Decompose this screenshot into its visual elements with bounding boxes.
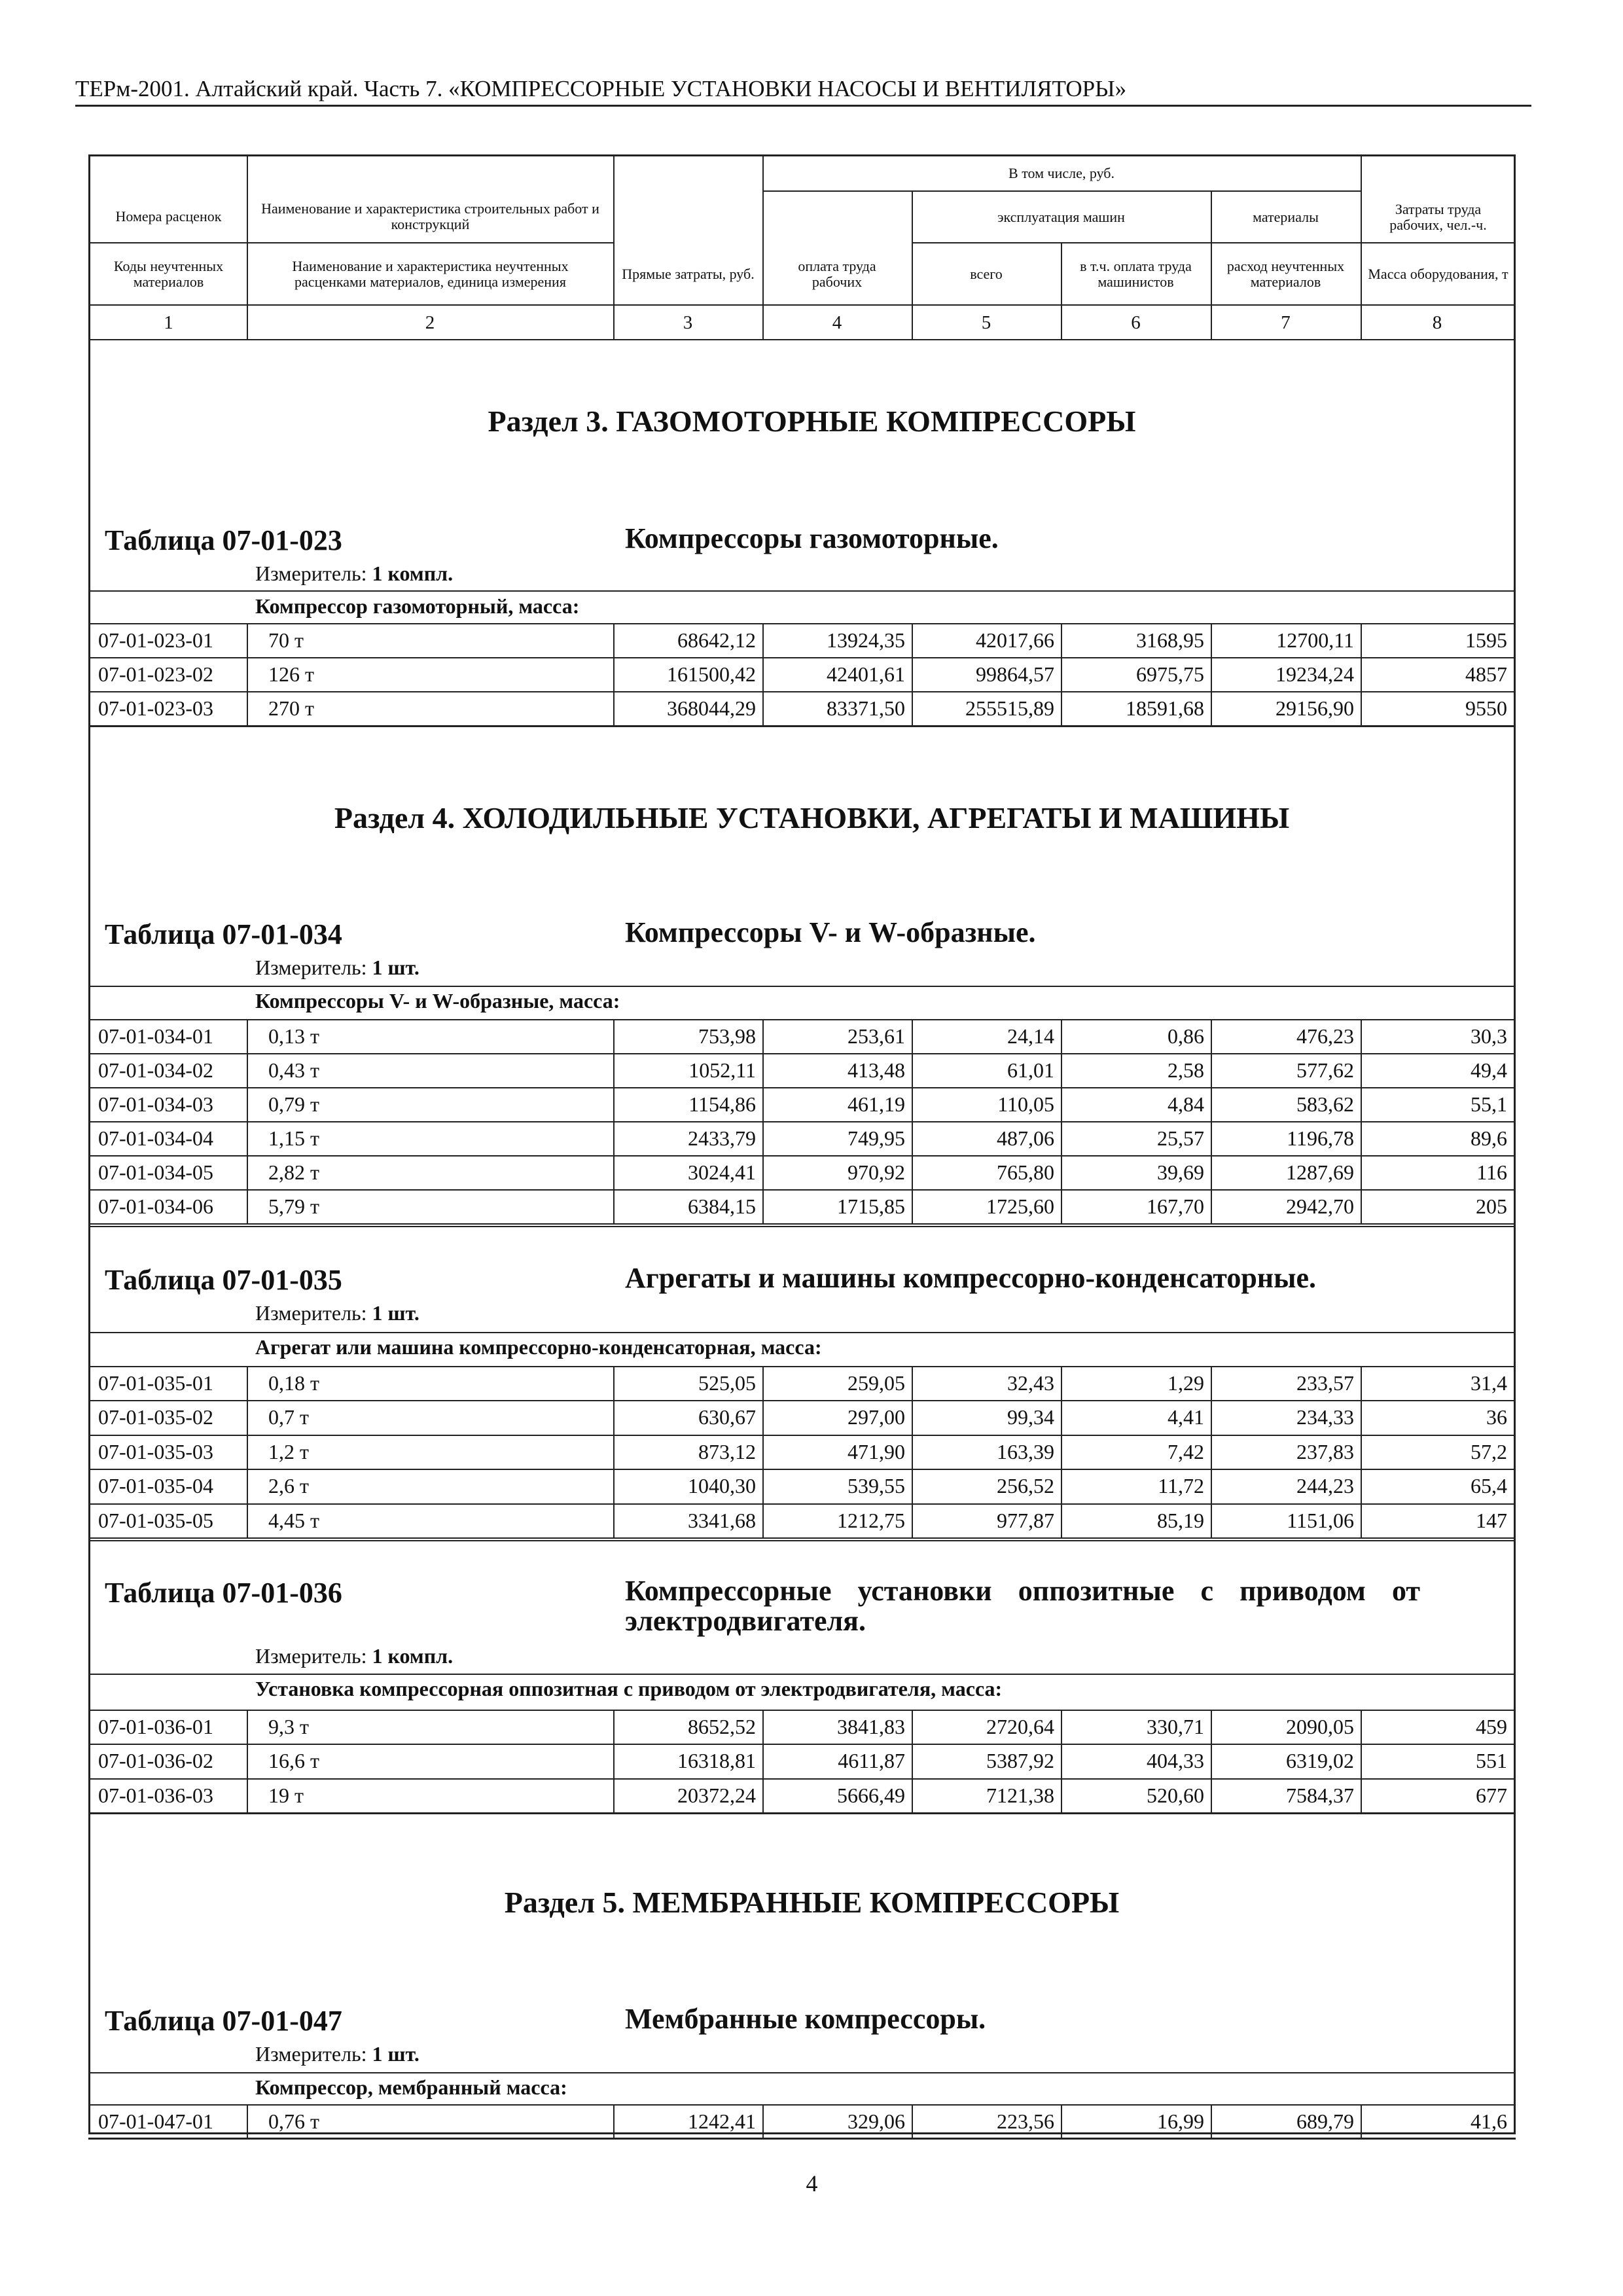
table-number: Таблица 07-01-036	[105, 1577, 342, 1609]
cost-value: 7,42	[1168, 1440, 1204, 1463]
cost-value: 539,55	[847, 1474, 905, 1498]
col-number: 5	[981, 312, 991, 333]
band-bottom-rule	[88, 1540, 1516, 1541]
cost-value: 2942,70	[1286, 1194, 1354, 1218]
cost-value: 873,12	[698, 1440, 756, 1463]
cost-value: 99864,57	[976, 662, 1054, 686]
cost-value: 253,61	[847, 1024, 905, 1048]
header-col6: в т.ч. оплата труда машинистов	[1080, 257, 1192, 290]
cost-value: 7121,38	[986, 1784, 1054, 1807]
cost-value: 1242,41	[688, 2109, 756, 2133]
header-col8-top: Затраты труда рабочих, чел.-ч.	[1389, 200, 1487, 233]
cost-value: 2090,05	[1286, 1715, 1354, 1738]
cost-value: 4857	[1465, 662, 1507, 686]
table-name: Компрессорные установки оппозитные с приводом от электродвигателя.	[625, 1575, 1420, 1637]
cost-value: 223,56	[997, 2109, 1054, 2133]
cost-value: 2433,79	[688, 1126, 756, 1150]
header-rule-bottom	[88, 339, 1516, 340]
rate-code: 07-01-036-01	[98, 1715, 213, 1738]
header-col7: расход неучтенных материалов	[1226, 257, 1345, 290]
rate-code: 07-01-034-05	[98, 1160, 213, 1184]
table-number: Таблица 07-01-034	[105, 918, 342, 950]
column-rule	[1361, 1366, 1362, 1537]
measure-unit: 1 компл.	[372, 562, 454, 585]
column-rule	[247, 1366, 248, 1537]
cost-value: 297,00	[847, 1405, 905, 1429]
cost-value: 1151,06	[1287, 1509, 1354, 1532]
cost-value: 19234,24	[1275, 662, 1354, 686]
cost-value: 3341,68	[688, 1509, 756, 1532]
column-rule	[247, 2104, 248, 2138]
cost-value: 4611,87	[838, 1749, 905, 1772]
cost-value: 677	[1476, 1784, 1507, 1807]
cost-value: 12700,11	[1276, 628, 1354, 652]
col-number: 1	[164, 312, 173, 333]
mass-value: 0,43 т	[268, 1058, 319, 1082]
measure-unit: 1 шт.	[372, 956, 419, 979]
cost-value: 753,98	[698, 1024, 756, 1048]
cost-value: 233,57	[1296, 1371, 1354, 1395]
cost-value: 11,72	[1158, 1474, 1204, 1498]
table-measure	[255, 1644, 453, 1668]
cost-value: 8652,52	[688, 1715, 756, 1738]
cost-value: 7584,37	[1286, 1784, 1354, 1807]
rate-code: 07-01-023-01	[98, 628, 213, 652]
cost-value: 32,43	[1007, 1371, 1054, 1395]
rate-code: 07-01-035-02	[98, 1405, 213, 1429]
mass-value: 0,79 т	[268, 1092, 319, 1116]
section-title: Раздел 4. ХОЛОДИЛЬНЫЕ УСТАНОВКИ, АГРЕГАТЫ И МАШИНЫ	[334, 801, 1290, 834]
cost-value: 329,06	[847, 2109, 905, 2133]
cost-value: 3841,83	[837, 1715, 905, 1738]
cost-value: 68642,12	[677, 628, 756, 652]
rate-code: 07-01-035-01	[98, 1371, 213, 1395]
rate-code: 07-01-035-04	[98, 1474, 213, 1498]
rate-code: 07-01-034-01	[98, 1024, 213, 1048]
table-number: Таблица 07-01-035	[105, 1264, 342, 1296]
cost-value: 29156,90	[1275, 696, 1354, 720]
table-number: Таблица 07-01-047	[105, 2005, 342, 2037]
row-rule	[88, 1223, 1516, 1225]
mass-value: 0,13 т	[268, 1024, 319, 1048]
header-rule	[75, 105, 1531, 107]
cost-value: 30,3	[1471, 1024, 1507, 1048]
cost-value: 487,06	[997, 1126, 1054, 1150]
mass-value: 4,45 т	[268, 1509, 319, 1532]
cost-value: 16,99	[1157, 2109, 1204, 2133]
cost-value: 1052,11	[688, 1058, 756, 1082]
cost-value: 39,69	[1157, 1160, 1204, 1184]
header-col2-bottom: Наименование и характеристика неучтенных расценками материалов, единица измерения	[292, 257, 569, 290]
table-group-caption: Компрессоры V- и W-образные, масса:	[255, 989, 620, 1013]
table-group-caption: Компрессор, мембранный масса:	[255, 2075, 567, 2099]
col-number: 8	[1432, 312, 1442, 333]
mass-value: 5,79 т	[268, 1194, 319, 1218]
cost-value: 83371,50	[827, 696, 905, 720]
cost-value: 1212,75	[837, 1509, 905, 1532]
col-number: 6	[1131, 312, 1141, 333]
cost-value: 89,6	[1471, 1126, 1507, 1150]
cost-value: 368044,29	[667, 696, 756, 720]
group-rule	[88, 590, 1516, 592]
measure-unit: 1 шт.	[372, 2042, 419, 2066]
cost-value: 1154,86	[688, 1092, 756, 1116]
column-rule	[1361, 2104, 1362, 2138]
cost-value: 167,70	[1147, 1194, 1204, 1218]
rate-code: 07-01-035-05	[98, 1509, 213, 1532]
cost-value: 234,33	[1296, 1405, 1354, 1429]
cost-value: 3168,95	[1136, 628, 1204, 652]
cost-value: 577,62	[1296, 1058, 1354, 1082]
cost-value: 459	[1476, 1715, 1507, 1738]
cost-value: 551	[1476, 1749, 1507, 1772]
rate-code: 07-01-034-03	[98, 1092, 213, 1116]
mass-value: 2,6 т	[268, 1474, 309, 1498]
cost-value: 476,23	[1296, 1024, 1354, 1048]
cost-value: 2720,64	[986, 1715, 1054, 1738]
cost-value: 31,4	[1471, 1371, 1507, 1395]
cost-value: 5666,49	[837, 1784, 905, 1807]
cost-value: 42401,61	[827, 662, 905, 686]
cost-value: 520,60	[1147, 1784, 1204, 1807]
page-number: 4	[806, 2170, 818, 2197]
cost-value: 1715,85	[837, 1194, 905, 1218]
cost-value: 471,90	[847, 1440, 905, 1463]
cost-value: 1287,69	[1286, 1160, 1354, 1184]
mass-value: 0,76 т	[268, 2109, 319, 2133]
column-rule	[1361, 623, 1362, 725]
band-bottom-rule	[88, 2138, 1516, 2140]
cost-value: 255515,89	[965, 696, 1054, 720]
column-rule	[247, 623, 248, 725]
table-name: Мембранные компрессоры.	[625, 2003, 986, 2035]
cost-value: 18591,68	[1126, 696, 1204, 720]
cost-value: 85,19	[1157, 1509, 1204, 1532]
cost-value: 765,80	[997, 1160, 1054, 1184]
rate-code: 07-01-047-01	[98, 2109, 213, 2133]
header-col4: оплата труда рабочих	[798, 257, 876, 290]
cost-value: 749,95	[847, 1126, 905, 1150]
cost-value: 256,52	[997, 1474, 1054, 1498]
header-col1-bottom: Коды неучтенных материалов	[113, 257, 224, 290]
table-measure	[255, 1301, 419, 1325]
col-number: 4	[832, 312, 842, 333]
header-machines: эксплуатация машин	[997, 208, 1125, 225]
mass-value: 16,6 т	[268, 1749, 319, 1772]
cost-value: 41,6	[1471, 2109, 1507, 2133]
mass-value: 1,15 т	[268, 1126, 319, 1150]
group-rule	[88, 2072, 1516, 2073]
cost-value: 3024,41	[688, 1160, 756, 1184]
rate-code: 07-01-023-02	[98, 662, 213, 686]
cost-value: 25,57	[1157, 1126, 1204, 1150]
cost-value: 525,05	[698, 1371, 756, 1395]
table-measure	[255, 2042, 419, 2066]
cost-value: 1196,78	[1287, 1126, 1354, 1150]
header-col2-top: Наименование и характеристика строительных работ и конструкций	[261, 200, 599, 232]
cost-value: 1,29	[1168, 1371, 1204, 1395]
table-name: Агрегаты и машины компрессорно-конденсаторные.	[625, 1262, 1317, 1294]
measure-label: Измеритель:	[255, 1644, 372, 1668]
col-number: 3	[683, 312, 693, 333]
cost-value: 630,67	[698, 1405, 756, 1429]
mass-value: 0,7 т	[268, 1405, 309, 1429]
group-rule	[88, 1674, 1516, 1675]
cost-value: 36	[1486, 1405, 1507, 1429]
cost-value: 6384,15	[688, 1194, 756, 1218]
mass-value: 270 т	[268, 696, 314, 720]
mass-value: 126 т	[268, 662, 314, 686]
cost-value: 20372,24	[677, 1784, 756, 1807]
mass-value: 9,3 т	[268, 1715, 309, 1738]
measure-label: Измеритель:	[255, 2042, 372, 2066]
rate-code: 07-01-036-03	[98, 1784, 213, 1807]
table-measure	[255, 562, 453, 586]
column-rule	[247, 1710, 248, 1812]
cost-value: 461,19	[847, 1092, 905, 1116]
cost-value: 110,05	[997, 1092, 1054, 1116]
rate-code: 07-01-036-02	[98, 1749, 213, 1772]
cost-value: 16318,81	[677, 1749, 756, 1772]
row-rule	[88, 1537, 1516, 1539]
cost-value: 1725,60	[986, 1194, 1054, 1218]
measure-label: Измеритель:	[255, 562, 372, 585]
header-including: В том числе, руб.	[1008, 165, 1115, 181]
cost-value: 330,71	[1147, 1715, 1204, 1738]
header-col5: всего	[970, 265, 1003, 282]
measure-unit: 1 шт.	[372, 1301, 419, 1325]
cost-value: 689,79	[1296, 2109, 1354, 2133]
rate-code: 07-01-034-06	[98, 1194, 213, 1218]
cost-value: 6975,75	[1136, 662, 1204, 686]
table-measure	[255, 956, 419, 980]
mass-value: 1,2 т	[268, 1440, 309, 1463]
cost-value: 1595	[1465, 628, 1507, 652]
cost-value: 42017,66	[976, 628, 1054, 652]
column-rule	[1361, 1019, 1362, 1223]
rate-code: 07-01-034-02	[98, 1058, 213, 1082]
cost-value: 9550	[1465, 696, 1507, 720]
section-title: Раздел 3. ГАЗОМОТОРНЫЕ КОМПРЕССОРЫ	[488, 404, 1136, 438]
rate-code: 07-01-035-03	[98, 1440, 213, 1463]
header-col8-bottom: Масса оборудования, т	[1368, 265, 1508, 282]
table-name: Компрессоры газомоторные.	[625, 522, 999, 554]
group-rule	[88, 986, 1516, 987]
cost-value: 413,48	[847, 1058, 905, 1082]
cost-value: 24,14	[1007, 1024, 1054, 1048]
rate-code: 07-01-023-03	[98, 696, 213, 720]
cost-value: 13924,35	[827, 628, 905, 652]
header-col1-top: Номера расценок	[115, 207, 222, 224]
cost-value: 99,34	[1007, 1405, 1054, 1429]
cost-value: 259,05	[847, 1371, 905, 1395]
table-group-caption: Агрегат или машина компрессорно-конденсаторная, масса:	[255, 1335, 822, 1359]
cost-value: 49,4	[1471, 1058, 1507, 1082]
header-materials: материалы	[1253, 208, 1319, 225]
cost-value: 65,4	[1471, 1474, 1507, 1498]
group-rule	[88, 1332, 1516, 1333]
mass-value: 70 т	[268, 628, 304, 652]
table-name: Компрессоры V- и W-образные.	[625, 916, 1036, 948]
cost-value: 116	[1476, 1160, 1507, 1184]
cost-value: 205	[1476, 1194, 1507, 1218]
cost-value: 6319,02	[1286, 1749, 1354, 1772]
table-group-caption: Компрессор газомоторный, масса:	[255, 594, 580, 618]
cost-value: 0,86	[1168, 1024, 1204, 1048]
measure-unit: 1 компл.	[372, 1644, 454, 1668]
section-title: Раздел 5. МЕМБРАННЫЕ КОМПРЕССОРЫ	[504, 1886, 1120, 1919]
column-rule	[247, 1019, 248, 1223]
cost-value: 4,41	[1168, 1405, 1204, 1429]
cost-value: 237,83	[1296, 1440, 1354, 1463]
cost-value: 4,84	[1168, 1092, 1204, 1116]
cost-value: 57,2	[1471, 1440, 1507, 1463]
band-bottom-rule	[88, 1226, 1516, 1227]
measure-label: Измеритель:	[255, 956, 372, 979]
mass-value: 19 т	[268, 1784, 304, 1807]
band-bottom-rule	[88, 1812, 1516, 1814]
rate-code: 07-01-034-04	[98, 1126, 213, 1150]
col-number: 2	[425, 312, 435, 333]
cost-value: 583,62	[1296, 1092, 1354, 1116]
cost-value: 404,33	[1147, 1749, 1204, 1772]
cost-value: 5387,92	[986, 1749, 1054, 1772]
cost-value: 61,01	[1007, 1058, 1054, 1082]
mass-value: 2,82 т	[268, 1160, 319, 1184]
measure-label: Измеритель:	[255, 1301, 372, 1325]
column-rule	[1361, 1710, 1362, 1812]
table-number: Таблица 07-01-023	[105, 524, 342, 556]
cost-value: 977,87	[997, 1509, 1054, 1532]
cost-value: 1040,30	[688, 1474, 756, 1498]
cost-value: 147	[1476, 1509, 1507, 1532]
cost-value: 161500,42	[667, 662, 756, 686]
cost-value: 163,39	[997, 1440, 1054, 1463]
cost-value: 244,23	[1296, 1474, 1354, 1498]
page-header: ТЕРм-2001. Алтайский край. Часть 7. «КОМПРЕССОРНЫЕ УСТАНОВКИ НАСОСЫ И ВЕНТИЛЯТОРЫ»	[75, 76, 1127, 101]
band-bottom-rule	[88, 725, 1516, 727]
cost-value: 970,92	[847, 1160, 905, 1184]
cost-value: 2,58	[1168, 1058, 1204, 1082]
table-group-caption: Установка компрессорная оппозитная с приводом от электродвигателя, масса:	[255, 1677, 1003, 1700]
col-number: 7	[1281, 312, 1291, 333]
cost-value: 55,1	[1471, 1092, 1507, 1116]
header-col3: Прямые затраты, руб.	[622, 265, 755, 282]
mass-value: 0,18 т	[268, 1371, 319, 1395]
